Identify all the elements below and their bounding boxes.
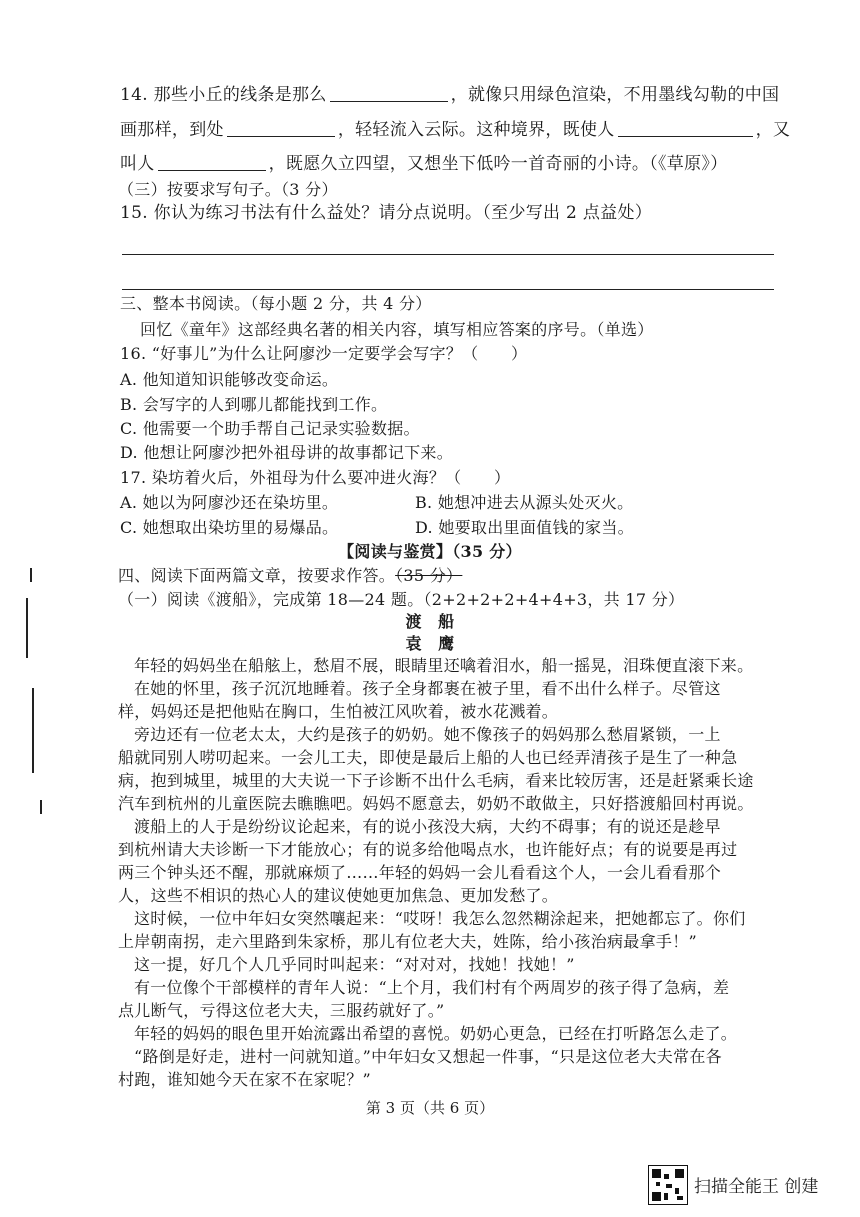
article-title: 渡 船: [405, 612, 455, 631]
q14-line-3: [120, 154, 728, 174]
article-line: 这一提，好几个人几乎同时叫起来：“对对对，找她！找她！”: [134, 955, 575, 974]
article-line: 两三个钟头还不醒，那就麻烦了……年轻的妈妈一会儿看看这个人，一会儿看看那个: [118, 863, 722, 882]
qr-code-icon: [648, 1165, 688, 1205]
struck-score: （35 分）: [395, 566, 463, 585]
article-line: “路倒是好走，进村一问就知道。”中年妇女又想起一件事，“只是这位老大夫常在各: [134, 1047, 722, 1066]
article-line: 人，这些不相识的热心人的建议使她更加焦急、更加发愁了。: [118, 886, 559, 905]
q17-option-d[interactable]: D. 她要取出里面值钱的家当。: [415, 518, 634, 537]
q16-option-d[interactable]: D. 他想让阿廖沙把外祖母讲的故事都记下来。: [120, 443, 454, 462]
scanner-watermark: 扫描全能王 创建: [694, 1177, 819, 1197]
q17-stem: 17. 染坊着火后，外祖母为什么要冲进火海？（ ）: [120, 468, 511, 487]
reading-section-header: 【阅读与鉴赏】（35 分）: [338, 542, 522, 561]
part-4-title-line: [118, 566, 462, 586]
article-line: 船就同别人唠叨起来。一会儿工夫，即使是最后上船的人也已经弄清孩子是生了一种急: [118, 748, 738, 767]
q14-text: ，轻轻流入云际。这种境界，既使人: [337, 120, 615, 140]
answer-blank[interactable]: [330, 85, 448, 102]
q14-text: ，又: [755, 120, 791, 140]
section-3-subtitle: （三）按要求写句子。（3 分）: [118, 180, 338, 199]
part-4-title: 四、阅读下面两篇文章，按要求作答。: [118, 566, 396, 585]
article-line: 有一位像个干部模样的青年人说：“上个月，我们村有个两周岁的孩子得了急病，差: [134, 978, 730, 997]
q16-option-a[interactable]: A. 他知道知识能够改变命运。: [120, 370, 339, 389]
q16-option-c[interactable]: C. 他需要一个助手帮自己记录实验数据。: [120, 419, 420, 438]
answer-line[interactable]: [122, 289, 774, 290]
q17-option-c[interactable]: C. 她想取出染坊里的易爆品。: [120, 518, 339, 537]
article-line: 到杭州请大夫诊断一下才能放心；有的说多给他喝点水，也许能好点；有的说要是再过: [118, 840, 738, 859]
q14-text: ，就像只用绿色渲染，不用墨线勾勒的中国: [450, 85, 780, 105]
article-line: 上岸朝南拐，走六里路到朱家桥，那儿有位老大夫，姓陈，给小孩治病最拿手！”: [118, 932, 697, 951]
q15-stem: 15. 你认为练习书法有什么益处？请分点说明。（至少写出 2 点益处）: [120, 203, 653, 223]
margin-mark: [40, 800, 42, 814]
article-author: 袁 鹰: [405, 634, 455, 653]
q14-line-2: [120, 120, 790, 140]
answer-line[interactable]: [122, 254, 774, 255]
article-line: 年轻的妈妈的眼色里开始流露出希望的喜悦。奶奶心更急，已经在打听路怎么走了。: [134, 1024, 738, 1043]
article-line: 病，抱到城里，城里的大夫说一下子诊断不出什么毛病，看来比较厉害，还是赶紧乘长途: [118, 771, 754, 790]
q17-option-a[interactable]: A. 她以为阿廖沙还在染坊里。: [120, 493, 339, 512]
q14-text: 画那样，到处: [120, 120, 224, 140]
answer-blank[interactable]: [158, 154, 266, 171]
subsection-1-title: （一）阅读《渡船》，完成第 18—24 题。（2+2+2+2+4+4+3，共 17 分）: [118, 590, 685, 609]
q14-line-1: [120, 85, 779, 105]
article-line: 汽车到杭州的儿童医院去瞧瞧吧。妈妈不愿意去，奶奶不敢做主，只好搭渡船回村再说。: [118, 794, 754, 813]
page-footer: 第 3 页（共 6 页）: [365, 1099, 495, 1117]
article-line: 村跑，谁知她今天在家不在家呢？”: [118, 1070, 371, 1089]
q16-option-b[interactable]: B. 会写字的人到哪儿都能找到工作。: [120, 395, 388, 414]
part-3-title: 三、整本书阅读。（每小题 2 分，共 4 分）: [120, 294, 432, 313]
q16-stem: 16. “好事儿”为什么让阿廖沙一定要学会写字？（ ）: [120, 344, 528, 363]
article-line: 旁边还有一位老太太，大约是孩子的奶奶。她不像孩子的妈妈那么愁眉紧锁，一上: [134, 725, 721, 744]
article-line: 渡船上的人于是纷纷议论起来，有的说小孩没大病，大约不碍事；有的说还是趁早: [134, 817, 721, 836]
answer-blank[interactable]: [227, 120, 335, 137]
article-line: 在她的怀里，孩子沉沉地睡着。孩子全身都裹在被子里，看不出什么样子。尽管这: [134, 679, 721, 698]
q14-text: 叫人: [120, 154, 155, 174]
article-line: 点儿断气，亏得这位老大夫，三服药就好了。”: [118, 1001, 445, 1020]
margin-mark: [30, 568, 32, 582]
q17-option-b[interactable]: B. 她想冲进去从源头处灭火。: [415, 493, 634, 512]
article-line: 样，妈妈还是把他贴在胸口，生怕被江风吹着，被水花溅着。: [118, 702, 559, 721]
part-3-instruction: 回忆《童年》这部经典名著的相关内容，填写相应答案的序号。（单选）: [140, 320, 654, 339]
article-line: 年轻的妈妈坐在船舷上，愁眉不展，眼睛里还噙着泪水，船一摇晃，泪珠便直滚下来。: [134, 656, 754, 675]
answer-blank[interactable]: [618, 120, 753, 137]
margin-mark: [32, 688, 34, 773]
q14-text: 14. 那些小丘的线条是那么: [120, 85, 327, 105]
article-line: 这时候，一位中年妇女突然嚷起来：“哎呀！我怎么忽然糊涂起来，把她都忘了。你们: [134, 909, 746, 928]
margin-mark: [26, 598, 28, 658]
q14-text: ，既愿久立四望，又想坐下低吟一首奇丽的小诗。（《草原》）: [268, 154, 728, 174]
